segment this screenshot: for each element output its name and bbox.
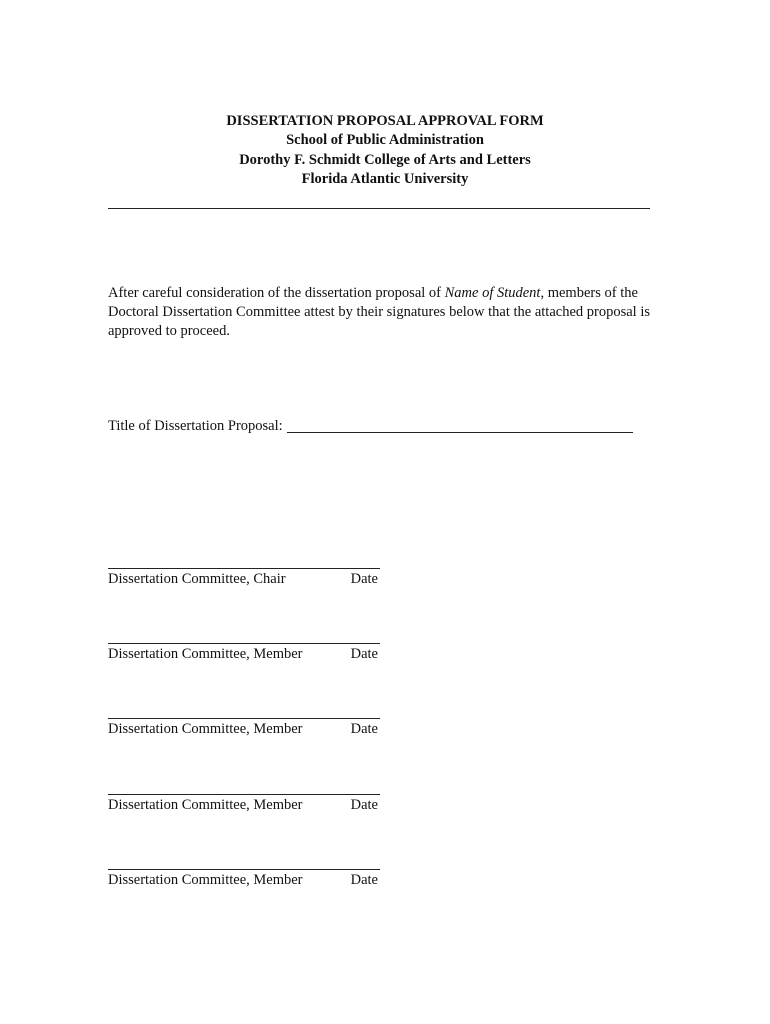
intro-text-before: After careful consideration of the dissertation proposal of [108,285,445,301]
student-name-placeholder: Name of Student [444,285,541,301]
college-name: Dorothy F. Schmidt College of Arts and Letters [239,151,531,168]
signature-date-label: Date [350,571,378,587]
dissertation-title-blank[interactable] [287,420,633,433]
signature-role: Dissertation Committee, Member [108,721,303,737]
intro-paragraph [108,284,668,341]
signature-line[interactable] [108,794,380,795]
signature-line[interactable] [108,643,380,644]
dissertation-title-label: Title of Dissertation Proposal: [108,418,283,434]
signature-date-label: Date [350,872,378,888]
signature-role: Dissertation Committee, Member [108,872,303,888]
signature-line[interactable] [108,718,380,719]
signature-role: Dissertation Committee, Chair [108,571,286,587]
form-header [0,112,770,189]
signature-line[interactable] [108,869,380,870]
header-divider [108,208,650,209]
signature-block-member-2 [108,718,380,738]
signature-date-label: Date [350,721,378,737]
signature-block-member-1 [108,643,380,663]
signature-role: Dissertation Committee, Member [108,797,303,813]
signature-role: Dissertation Committee, Member [108,646,303,662]
dissertation-title-field [108,418,633,435]
school-name: School of Public Administration [286,132,484,149]
signature-date-label: Date [350,646,378,662]
signature-block-member-3 [108,794,380,814]
signature-line[interactable] [108,568,380,569]
signature-block-chair [108,568,380,588]
form-title: DISSERTATION PROPOSAL APPROVAL FORM [226,113,544,129]
intro-text-after: , members of the Doctoral Dissertation Committee attest by their signatures below that the attached proposal is approved to proceed. [108,285,651,339]
signature-block-member-4 [108,869,380,889]
university-name: Florida Atlantic University [301,170,469,187]
signature-date-label: Date [350,797,378,813]
